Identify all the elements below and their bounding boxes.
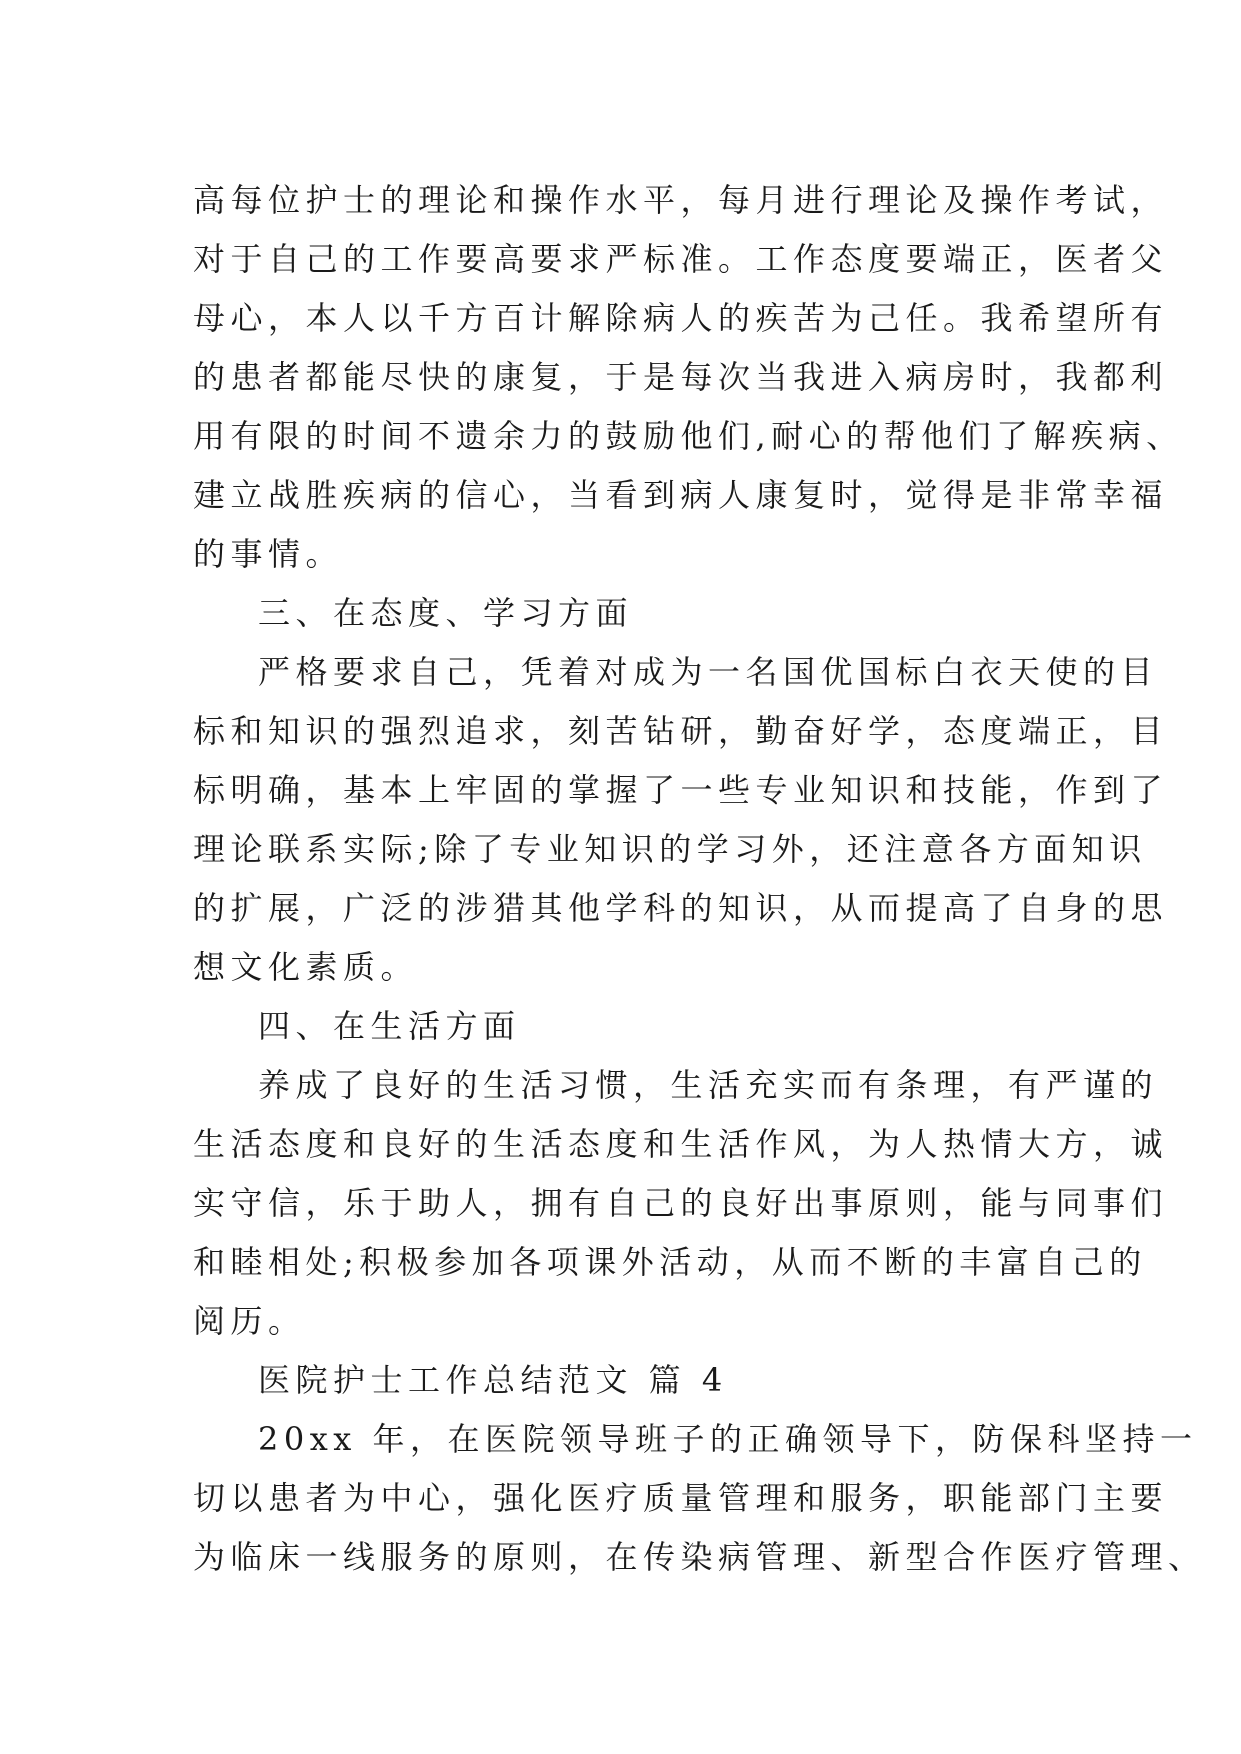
text-line: 的患者都能尽快的康复，于是每次当我进入病房时，我都利 bbox=[193, 358, 1169, 396]
text-line: 用有限的时间不遗余力的鼓励他们,耐心的帮他们了解疾病、 bbox=[193, 417, 1184, 455]
text-line: 的事情。 bbox=[193, 535, 344, 573]
text-line: 对于自己的工作要高要求严标准。工作态度要端正，医者父 bbox=[193, 240, 1169, 278]
text-line: 20xx 年，在医院领导班子的正确领导下，防保科坚持一 bbox=[258, 1420, 1198, 1458]
text-line: 阅历。 bbox=[193, 1302, 306, 1340]
text-line: 标明确，基本上牢固的掌握了一些专业知识和技能，作到了 bbox=[193, 771, 1169, 809]
text-line: 母心，本人以千方百计解除病人的疾苦为己任。我希望所有 bbox=[193, 299, 1169, 337]
text-line: 和睦相处;积极参加各项课外活动，从而不断的丰富自己的 bbox=[193, 1243, 1147, 1281]
section-heading: 三、在态度、学习方面 bbox=[258, 594, 634, 632]
text-line: 严格要求自己，凭着对成为一名国优国标白衣天使的目 bbox=[258, 653, 1159, 691]
text-line: 切以患者为中心，强化医疗质量管理和服务，职能部门主要 bbox=[193, 1479, 1169, 1517]
text-line: 养成了良好的生活习惯，生活充实而有条理，有严谨的 bbox=[258, 1066, 1159, 1104]
text-line: 实守信，乐于助人，拥有自己的良好出事原则，能与同事们 bbox=[193, 1184, 1169, 1222]
text-line: 生活态度和良好的生活态度和生活作风，为人热情大方，诚 bbox=[193, 1125, 1169, 1163]
text-line: 建立战胜疾病的信心，当看到病人康复时，觉得是非常幸福 bbox=[193, 476, 1169, 514]
text-line: 的扩展，广泛的涉猎其他学科的知识，从而提高了自身的思 bbox=[193, 889, 1169, 927]
text-line: 理论联系实际;除了专业知识的学习外，还注意各方面知识 bbox=[193, 830, 1147, 868]
text-line: 为临床一线服务的原则，在传染病管理、新型合作医疗管理、 bbox=[193, 1538, 1206, 1576]
text-line: 高每位护士的理论和操作水平，每月进行理论及操作考试， bbox=[193, 181, 1169, 219]
text-line: 标和知识的强烈追求，刻苦钻研，勤奋好学，态度端正，目 bbox=[193, 712, 1169, 750]
article-heading: 医院护士工作总结范文 篇 4 bbox=[258, 1361, 728, 1399]
section-heading: 四、在生活方面 bbox=[258, 1007, 521, 1045]
text-line: 想文化素质。 bbox=[193, 948, 419, 986]
